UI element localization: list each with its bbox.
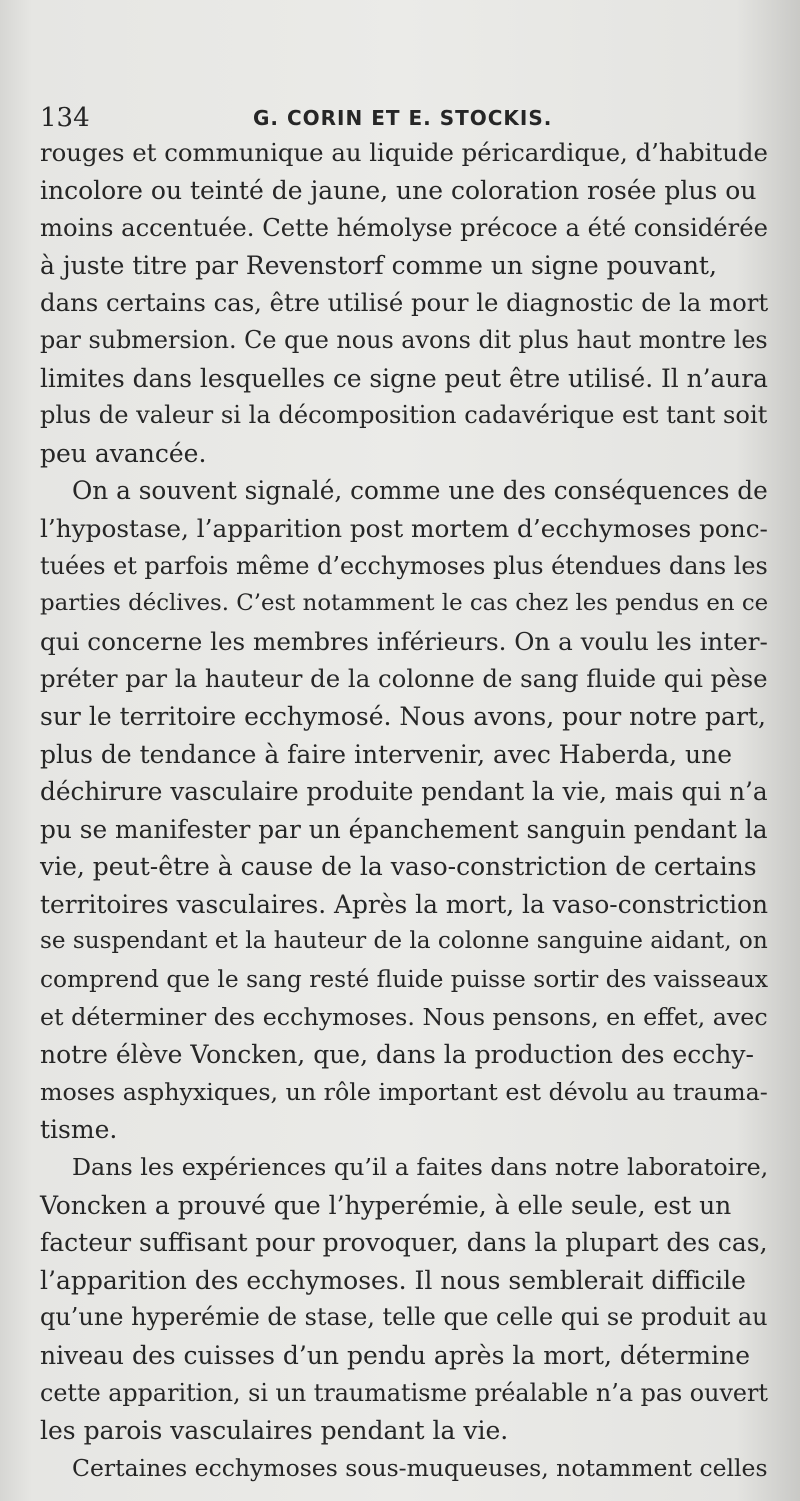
text-line: plus de tendance à faire intervenir, avec Haberda, une xyxy=(40,739,733,769)
text-line: dans certains cas, être utilisé pour le diagnostic de la mort xyxy=(40,288,769,318)
body-text xyxy=(40,134,768,1487)
text-line: notre élève Voncken, que, dans la production des ecchy- xyxy=(40,1040,754,1070)
text-line: se suspendant et la hauteur de la colonne sanguine aidant, on xyxy=(40,928,768,955)
text-line: peu avancée. xyxy=(40,438,207,468)
text-line: Dans les expériences qu’il a faites dans notre laboratoire, xyxy=(72,1153,769,1182)
text-line: incolore ou teinté de jaune, une coloration rosée plus ou xyxy=(40,175,757,205)
text-line: tisme. xyxy=(40,1115,118,1145)
text-line: déchirure vasculaire produite pendant la vie, mais qui n’a xyxy=(40,777,768,807)
text-line: qu’une hyperémie de stase, telle que celle qui se produit au xyxy=(40,1303,768,1332)
text-line: tuées et parfois même d’ecchymoses plus étendues dans les xyxy=(40,551,768,580)
text-line: plus de valeur si la décomposition cadavérique est tant soit xyxy=(40,401,768,430)
text-line: niveau des cuisses d’un pendu après la mort, détermine xyxy=(40,1341,751,1370)
text-line: cette apparition, si un traumatisme préalable n’a pas ouvert xyxy=(40,1378,768,1407)
text-line: territoires vasculaires. Après la mort, la vaso-constriction xyxy=(40,889,769,919)
text-line: l’hypostase, l’apparition post mortem d’ecchymoses ponc- xyxy=(40,513,768,543)
text-line: et déterminer des ecchymoses. Nous pensons, en effet, avec xyxy=(40,1002,768,1031)
text-line: On a souvent signalé, comme une des conséquences de xyxy=(72,476,768,506)
text-line: sur le territoire ecchymosé. Nous avons, pour notre part, xyxy=(40,701,766,731)
text-line: pu se manifester par un épanchement sanguin pendant la xyxy=(40,814,768,844)
text-line: facteur suffisant pour provoquer, dans la plupart des cas, xyxy=(40,1228,768,1258)
running-head: G. CORIN ET E. STOCKIS. xyxy=(253,106,553,130)
text-line: l’apparition des ecchymoses. Il nous semblerait difficile xyxy=(40,1265,746,1295)
text-line: à juste titre par Revenstorf comme un signe pouvant, xyxy=(40,250,717,280)
page-number: 134 xyxy=(40,103,90,133)
text-line: rouges et communique au liquide péricardique, d’habitude xyxy=(40,138,768,167)
text-line: limites dans lesquelles ce signe peut être utilisé. Il n’aura xyxy=(40,363,768,393)
text-line: les parois vasculaires pendant la vie. xyxy=(40,1416,509,1446)
text-line: comprend que le sang resté fluide puisse sortir des vaisseaux xyxy=(40,966,769,994)
text-line: Voncken a prouvé que l’hyperémie, à elle seule, est un xyxy=(40,1190,732,1220)
text-line: moses asphyxiques, un rôle important est dévolu au trauma- xyxy=(40,1077,768,1106)
text-line: parties déclives. C’est notamment le cas chez les pendus en ce xyxy=(40,590,769,617)
text-line: qui concerne les membres inférieurs. On a voulu les inter- xyxy=(40,626,768,656)
text-line: préter par la hauteur de la colonne de sang fluide qui pèse xyxy=(40,664,768,694)
text-line: par submersion. Ce que nous avons dit plus haut montre les xyxy=(40,325,768,354)
text-line: moins accentuée. Cette hémolyse précoce a été considérée xyxy=(40,213,768,243)
text-line: Certaines ecchymoses sous-muqueuses, notamment celles xyxy=(72,1453,768,1482)
page-header xyxy=(40,98,780,138)
text-line: vie, peut-être à cause de la vaso-constriction de certains xyxy=(40,852,757,882)
